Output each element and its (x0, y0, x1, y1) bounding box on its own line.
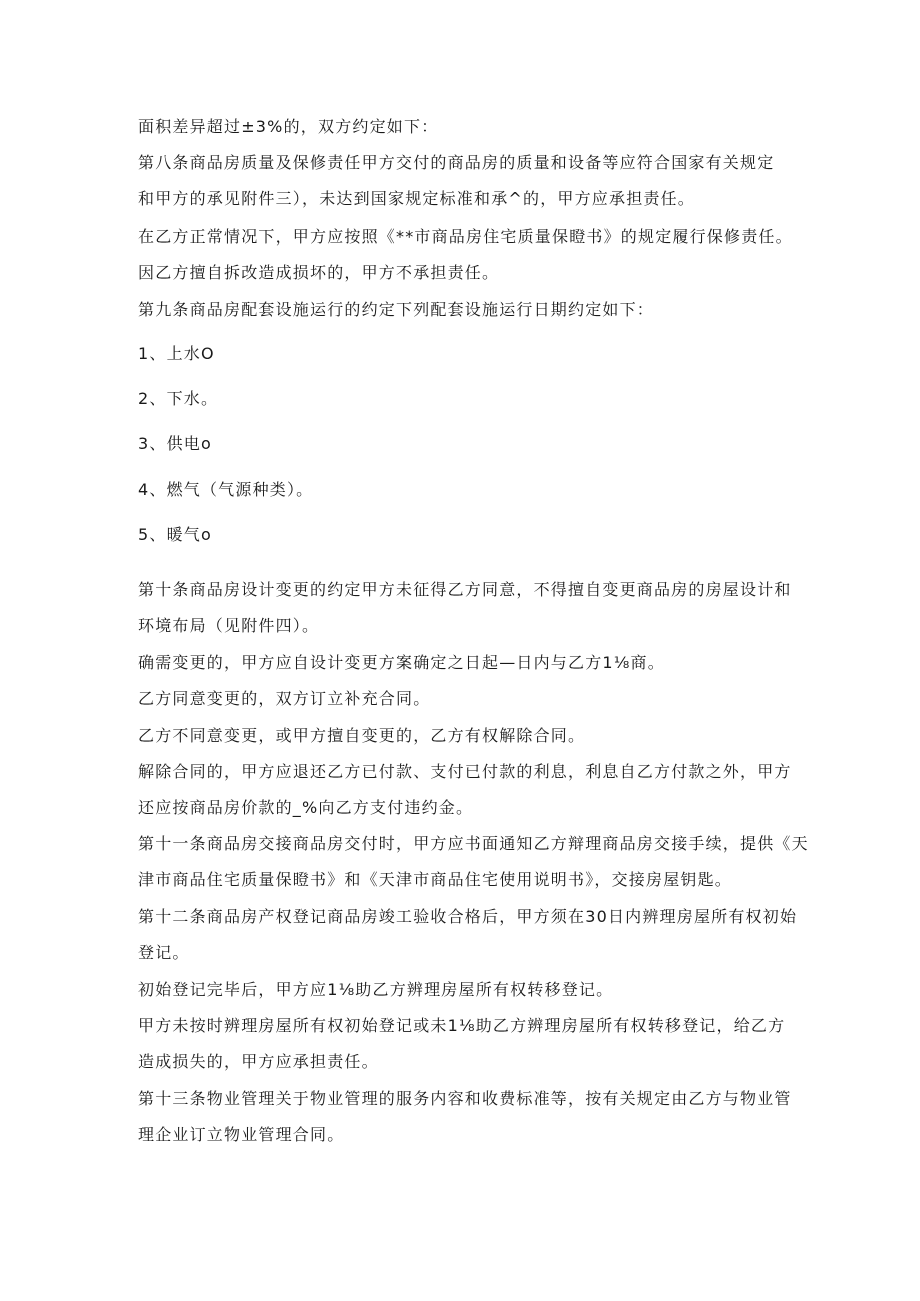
text-line: 初始登记完毕后，甲方应1⅛助乙方辨理房屋所有权转移登记。 (138, 980, 614, 999)
list-item: 2、下水。 (138, 389, 219, 408)
text-line: 解除合同的，甲方应退还乙方已付款、支付已付款的利息，利息自乙方付款之外，甲方 (138, 762, 792, 781)
text-line: 乙方不同意变更，或甲方擅自变更的，乙方有权解除合同。 (138, 726, 586, 745)
list-item: 1、上水O (138, 344, 215, 363)
list-item: 4、燃气（气源种类）。 (138, 480, 314, 499)
text-line: 第十二条商品房产权登记商品房竣工验收合格后，甲方须在30日内辨理房屋所有权初始 (138, 907, 798, 926)
text-line: 理企业订立物业管理合同。 (138, 1125, 345, 1144)
text-line: 造成损失的，甲方应承担责任。 (138, 1052, 379, 1071)
text-line: 第十一条商品房交接商品房交付时，甲方应书面通知乙方辩理商品房交接手续，提供《天 (138, 834, 809, 853)
text-line: 第九条商品房配套设施运行的约定下列配套设施运行日期约定如下： (138, 300, 655, 319)
text-line: 甲方未按时辨理房屋所有权初始登记或未1⅛助乙方辨理房屋所有权转移登记，给乙方 (138, 1016, 786, 1035)
text-line: 环境布局（见附件四）。 (138, 616, 320, 635)
text-line: 和甲方的承见附件三），未达到国家规定标准和承^的，甲方应承担责任。 (138, 189, 696, 208)
text-line: 因乙方擅自拆改造成损坏的，甲方不承担责任。 (138, 263, 500, 282)
text-line: 第十条商品房设计变更的约定甲方未征得乙方同意，不得擅自变更商品房的房屋设计和 (138, 580, 792, 599)
text-line: 第十三条物业管理关于物业管理的服务内容和收费标准等，按有关规定由乙方与物业管 (138, 1089, 792, 1108)
text-line: 还应按商品房价款的_%向乙方支付违约金。 (138, 798, 474, 817)
text-line: 第八条商品房质量及保修责任甲方交付的商品房的质量和设备等应符合国家有关规定 (138, 153, 775, 172)
text-line: 面积差异超过±3%的，双方约定如下： (138, 117, 439, 136)
text-line: 在乙方正常情况下，甲方应按照《**市商品房住宅质量保瞪书》的规定履行保修责任。 (138, 227, 793, 246)
text-line: 确需变更的，甲方应自设计变更方案确定之日起—日内与乙方1⅛商。 (138, 653, 665, 672)
text-line: 登记。 (138, 943, 190, 962)
text-line: 津市商品住宅质量保瞪书》和《天津市商品住宅使用说明书》，交接房屋钥匙。 (138, 870, 733, 889)
list-item: 5、暖气o (138, 525, 212, 544)
text-line: 乙方同意变更的，双方订立补充合同。 (138, 689, 431, 708)
list-item: 3、供电o (138, 434, 212, 453)
